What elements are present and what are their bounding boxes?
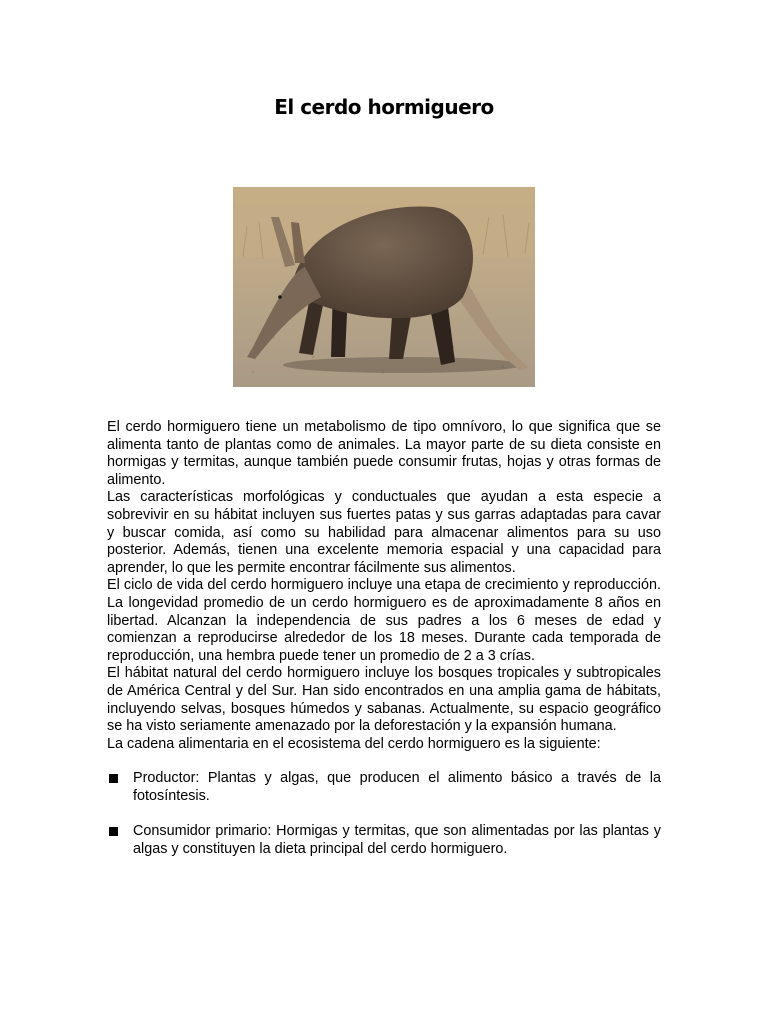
document-body	[107, 419, 661, 877]
aardvark-photo	[233, 187, 535, 387]
square-bullet-icon	[109, 774, 118, 783]
document-title: El cerdo hormiguero	[274, 95, 494, 119]
list-item	[107, 770, 661, 805]
paragraph-diet: El cerdo hormiguero tiene un metabolismo de tipo omnívoro, lo que significa que se alimenta tanto de plantas como de animales. La mayor parte de su dieta consiste en hormigas y termitas, aunque también puede consumir frutas, hojas y otras formas de alimento.	[107, 419, 661, 488]
square-bullet-icon	[109, 827, 118, 836]
food-chain-list	[107, 770, 661, 858]
list-item-text: Productor: Plantas y algas, que producen el alimento básico a través de la fotosíntesis.	[133, 770, 661, 804]
list-item	[107, 823, 661, 858]
list-item-text: Consumidor primario: Hormigas y termitas, que son alimentadas por las plantas y algas y constituyen la dieta principal del cerdo hormiguero.	[133, 823, 661, 858]
paragraph-life-cycle: El ciclo de vida del cerdo hormiguero incluye una etapa de crecimiento y reproducción. La longevidad promedio de un cerdo hormiguero es de aproximadamente 8 años en libertad. Alcanzan la independencia de sus padres a los 6 meses de edad y comienzan a reproducirse alrededor de los 18 meses. Durante cada temporada de reproducción, una hembra puede tener un promedio de 2 a 3 crías.	[107, 577, 661, 664]
paragraph-morphology: Las características morfológicas y conductuales que ayudan a esta especie a sobrevivir en su hábitat incluyen sus fuertes patas y sus garras adaptadas para cavar y buscar comida, así como su habilidad para almacenar alimentos para su uso posterior. Además, tienen una excelente memoria espacial y una capacidad para aprender, lo que les permite encontrar fácilmente sus alimentos.	[107, 489, 661, 576]
paragraph-habitat: El hábitat natural del cerdo hormiguero incluye los bosques tropicales y subtropicales de América Central y del Sur. Han sido encontrados en una amplia gama de hábitats, incluyendo selvas, bosques húmedos y sabanas. Actualmente, su espacio geográfico se ha visto seriamente amenazado por la deforestación y la expansión humana.	[107, 665, 661, 735]
paragraph-food-chain-intro: La cadena alimentaria en el ecosistema del cerdo hormiguero es la siguiente:	[107, 735, 601, 752]
